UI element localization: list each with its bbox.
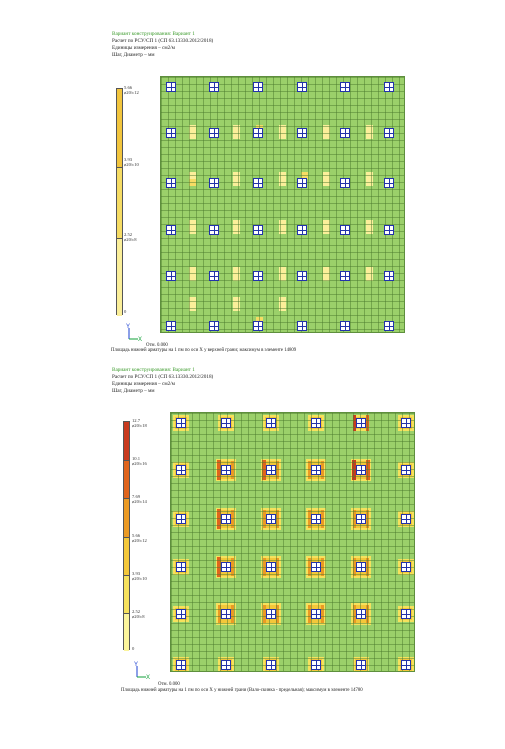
- figure1-header-line: Шаг, Диаметр – мм: [112, 52, 155, 58]
- column-marker: [384, 225, 394, 235]
- figure2-header-line: Шаг, Диаметр – мм: [112, 388, 155, 394]
- column-marker: [266, 660, 276, 670]
- column-marker: [176, 609, 186, 619]
- column-marker: [176, 465, 186, 475]
- scale-segment: [124, 613, 129, 651]
- scale-segment: [117, 89, 122, 167]
- column-marker: [340, 321, 350, 331]
- figure1-slab-plan: [160, 76, 405, 333]
- column-marker: [297, 321, 307, 331]
- column-marker: [221, 514, 231, 524]
- column-marker: [297, 271, 307, 281]
- axis-x-label: X: [138, 337, 143, 342]
- figure2-header-line: Расчет по РСУ/СП 1 (СП 63.13330.2012/2018): [112, 374, 214, 380]
- scale-segment: [124, 575, 129, 613]
- column-marker: [176, 514, 186, 524]
- figure2-axis-triad: [130, 660, 154, 680]
- column-marker: [209, 178, 219, 188]
- column-marker: [209, 271, 219, 281]
- column-marker: [340, 178, 350, 188]
- column-marker: [253, 271, 263, 281]
- column-marker: [166, 271, 176, 281]
- figure1-caption: Площадь нижней арматуры на 1 пм по оси X у верхней грани; максимум в элементе 14809: [111, 348, 297, 353]
- column-marker: [384, 82, 394, 92]
- column-marker: [311, 418, 321, 428]
- column-marker: [401, 609, 411, 619]
- column-marker: [266, 562, 276, 572]
- column-marker: [253, 128, 263, 138]
- axis-y-label: Y: [126, 324, 131, 330]
- scale-tick-label: 5.66 ø20/с12: [132, 533, 147, 543]
- column-marker: [311, 465, 321, 475]
- column-marker: [221, 609, 231, 619]
- column-marker: [401, 465, 411, 475]
- scale-tick-label: 2.52 ø20/с8: [124, 232, 137, 242]
- figure1-elevation: Отм. 0.000: [146, 343, 168, 348]
- column-marker: [176, 418, 186, 428]
- column-marker: [253, 225, 263, 235]
- column-marker: [311, 562, 321, 572]
- column-marker: [166, 321, 176, 331]
- figure1-header-line: Расчет по РСУ/СП 1 (СП 63.13330.2012/2018): [112, 38, 214, 44]
- column-marker: [209, 321, 219, 331]
- scale-segment: [117, 167, 122, 238]
- column-marker: [266, 465, 276, 475]
- column-marker: [384, 271, 394, 281]
- column-marker: [401, 562, 411, 572]
- scale-segment: [124, 498, 129, 537]
- column-marker: [253, 178, 263, 188]
- column-marker: [356, 609, 366, 619]
- column-marker: [176, 660, 186, 670]
- column-marker: [297, 178, 307, 188]
- column-marker: [356, 562, 366, 572]
- column-marker: [384, 321, 394, 331]
- column-marker: [166, 128, 176, 138]
- scale-segment: [124, 422, 129, 460]
- column-marker: [176, 562, 186, 572]
- scale-segment: [124, 537, 129, 575]
- figure2-header-line: Вариант конструирования: Вариант 1: [112, 367, 195, 373]
- scale-segment: [117, 238, 122, 316]
- fe-mesh-grid: [171, 413, 414, 671]
- column-marker: [166, 225, 176, 235]
- column-marker: [221, 418, 231, 428]
- figure2-slab-plan: [170, 412, 415, 672]
- column-marker: [221, 660, 231, 670]
- scale-tick-label: 10.1 ø20/с16: [132, 456, 147, 466]
- figure1-color-scale: [116, 88, 123, 315]
- scale-tick-label: 3.93 ø20/с10: [132, 571, 147, 581]
- column-marker: [166, 178, 176, 188]
- column-marker: [253, 82, 263, 92]
- figure2-caption: Площадь нижней арматуры на 1 пм по оси X у нижней грани (Вало-скинка - предельная); максимум в элементе 14780: [121, 688, 363, 693]
- scale-segment: [124, 460, 129, 498]
- column-marker: [356, 418, 366, 428]
- scale-tick-label: 3.93 ø20/с10: [124, 157, 139, 167]
- scale-tick-label: 7.69 ø20/с14: [132, 494, 147, 504]
- column-marker: [297, 225, 307, 235]
- column-marker: [340, 225, 350, 235]
- scale-tick-label: 0: [124, 309, 127, 314]
- column-marker: [340, 82, 350, 92]
- column-marker: [209, 225, 219, 235]
- column-marker: [356, 660, 366, 670]
- figure2-header-line: Единицы измерения – см2/м: [112, 381, 175, 387]
- column-marker: [401, 418, 411, 428]
- column-marker: [401, 660, 411, 670]
- column-marker: [340, 271, 350, 281]
- column-marker: [221, 562, 231, 572]
- column-marker: [311, 514, 321, 524]
- column-marker: [209, 128, 219, 138]
- column-marker: [253, 321, 263, 331]
- column-marker: [297, 128, 307, 138]
- axis-y-label: Y: [134, 662, 139, 668]
- figure1-header: [112, 31, 213, 59]
- column-marker: [266, 418, 276, 428]
- figure2-elevation: Отм. 0.000: [158, 682, 180, 687]
- axis-x-label: X: [146, 675, 151, 680]
- scale-tick-label: 0: [132, 646, 135, 651]
- column-marker: [311, 609, 321, 619]
- column-marker: [266, 514, 276, 524]
- figure1-axis-triad: [122, 322, 146, 342]
- column-marker: [356, 514, 366, 524]
- figure1-header-line: Единицы измерения – см2/м: [112, 45, 175, 51]
- fe-mesh-grid: [161, 77, 404, 332]
- scale-tick-label: 2.52 ø20/с8: [132, 609, 145, 619]
- column-marker: [297, 82, 307, 92]
- scale-tick-label: 5.66 ø20/с12: [124, 85, 139, 95]
- column-marker: [221, 465, 231, 475]
- figure2-color-scale: [123, 421, 130, 650]
- column-marker: [166, 82, 176, 92]
- column-marker: [209, 82, 219, 92]
- column-marker: [340, 128, 350, 138]
- column-marker: [311, 660, 321, 670]
- scale-tick-label: 12.7 ø20/с18: [132, 418, 147, 428]
- column-marker: [266, 609, 276, 619]
- column-marker: [401, 514, 411, 524]
- column-marker: [384, 178, 394, 188]
- figure1-header-line: Вариант конструирования: Вариант 1: [112, 31, 195, 37]
- figure2-header: [112, 367, 213, 395]
- column-marker: [384, 128, 394, 138]
- column-marker: [356, 465, 366, 475]
